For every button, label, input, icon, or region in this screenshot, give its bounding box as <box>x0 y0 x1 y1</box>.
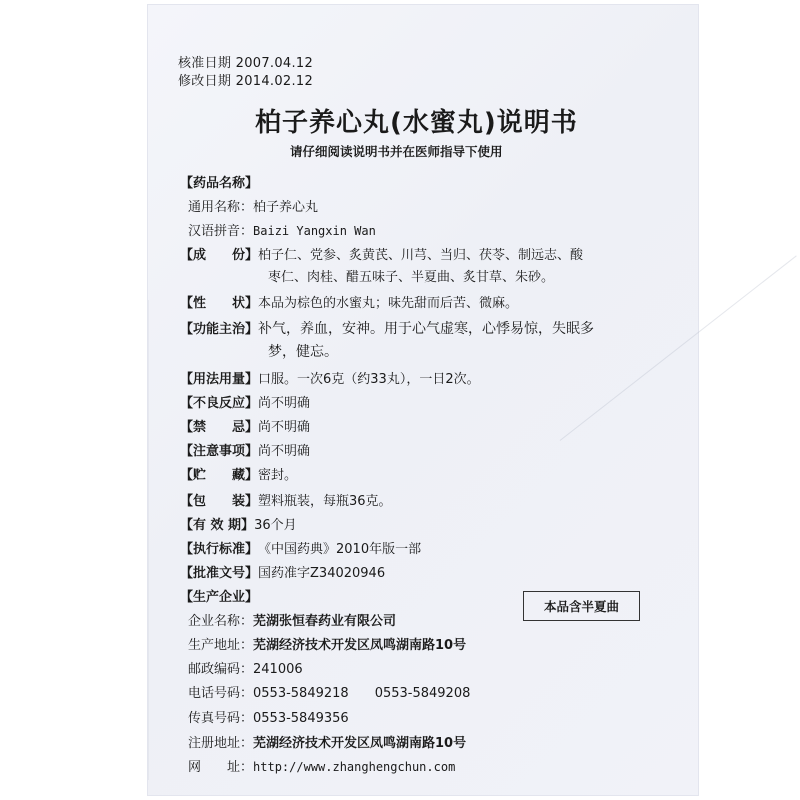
validity-row <box>180 514 297 533</box>
field-label: 汉语拼音： <box>188 224 254 239</box>
field-value: 尚不明确 <box>258 444 311 459</box>
section-label: 【禁 忌】 <box>180 420 259 435</box>
field-value: 尚不明确 <box>258 396 311 411</box>
section-label: 【注意事项】 <box>180 444 259 459</box>
field-value: 柏子仁、党参、炙黄芪、川芎、当归、茯苓、制远志、酸 <box>258 248 584 263</box>
paper-crease <box>148 300 149 780</box>
pinyin-row <box>188 220 376 239</box>
field-label: 企业名称： <box>188 614 254 629</box>
indications-row <box>180 318 594 338</box>
field-value: 芜湖张恒春药业有限公司 <box>253 614 397 629</box>
field-value: 口服。一次6克（约33丸），一日2次。 <box>258 372 480 387</box>
field-value: 芜湖经济技术开发区凤鸣湖南路10号 <box>253 638 467 653</box>
website-row <box>188 756 455 775</box>
section-label: 【生产企业】 <box>180 590 259 605</box>
section-label: 【包 装】 <box>180 494 259 509</box>
ingredients-row <box>180 244 583 263</box>
field-value: 柏子养心丸 <box>253 200 319 215</box>
field-value: 0553-5849356 <box>253 711 349 726</box>
section-label: 【执行标准】 <box>180 542 259 557</box>
generic-name-row <box>188 196 318 215</box>
field-label: 注册地址： <box>188 736 254 751</box>
section-label: 【贮 藏】 <box>180 468 259 483</box>
field-label: 生产地址： <box>188 638 254 653</box>
field-value: 国药准字Z34020946 <box>258 566 386 581</box>
field-value: 241006 <box>253 662 303 677</box>
field-value: 36个月 <box>254 518 297 533</box>
field-label: 电话号码： <box>188 686 254 701</box>
approval-number-row <box>180 562 385 581</box>
ingredients-continued: 枣仁、肉桂、醋五味子、半夏曲、炙甘草、朱砂。 <box>268 270 555 285</box>
document-title: 柏子养心丸(水蜜丸)说明书 <box>255 108 578 138</box>
contains-banxiaqu-badge: 本品含半夏曲 <box>523 591 640 621</box>
field-value: 尚不明确 <box>258 420 311 435</box>
website-link[interactable]: http://www.zhanghengchun.com <box>253 760 456 774</box>
section-drug-name <box>180 172 258 191</box>
field-value: 密封。 <box>258 468 298 483</box>
precautions-row <box>180 440 310 459</box>
adverse-row <box>180 392 310 411</box>
contraindications-row <box>180 416 310 435</box>
properties-row <box>180 292 518 311</box>
field-label: 传真号码： <box>188 711 254 726</box>
section-label: 【成 份】 <box>180 248 259 263</box>
section-label: 【批准文号】 <box>180 566 259 581</box>
package-row <box>180 490 392 509</box>
section-label: 【药品名称】 <box>180 176 259 191</box>
company-name-row <box>188 610 396 629</box>
document-subtitle: 请仔细阅读说明书并在医师指导下使用 <box>290 144 503 159</box>
section-label: 【有 效 期】 <box>180 518 255 533</box>
storage-row <box>180 464 297 483</box>
field-label: 通用名称： <box>188 200 254 215</box>
phone-row <box>188 682 470 701</box>
fax-row <box>188 707 349 726</box>
section-label: 【功能主治】 <box>180 322 259 337</box>
field-value: Baizi Yangxin Wan <box>253 224 376 238</box>
field-value: 补气，养血，安神。用于心气虚寒，心悸易惊，失眠多 <box>258 321 595 337</box>
approval-date: 核准日期 2007.04.12 <box>178 56 314 71</box>
registered-address-row <box>188 732 466 751</box>
field-value: 《中国药典》2010年版一部 <box>258 542 422 557</box>
section-label: 【不良反应】 <box>180 396 259 411</box>
usage-row <box>180 368 480 387</box>
section-label: 【性 状】 <box>180 296 259 311</box>
field-value: 芜湖经济技术开发区凤鸣湖南路10号 <box>253 736 467 751</box>
field-value: 0553-5849218 0553-5849208 <box>253 686 471 701</box>
manufacturer-section <box>180 586 258 605</box>
field-value: 塑料瓶装，每瓶36克。 <box>258 494 392 509</box>
field-label: 网 址： <box>188 760 254 775</box>
indications-continued: 梦，健忘。 <box>268 344 338 360</box>
field-label: 邮政编码： <box>188 662 254 677</box>
section-label: 【用法用量】 <box>180 372 259 387</box>
revision-date: 修改日期 2014.02.12 <box>178 74 314 89</box>
production-address-row <box>188 634 466 653</box>
postcode-row <box>188 658 303 677</box>
standard-row <box>180 538 421 557</box>
field-value: 本品为棕色的水蜜丸；味先甜而后苦、微麻。 <box>258 296 519 311</box>
